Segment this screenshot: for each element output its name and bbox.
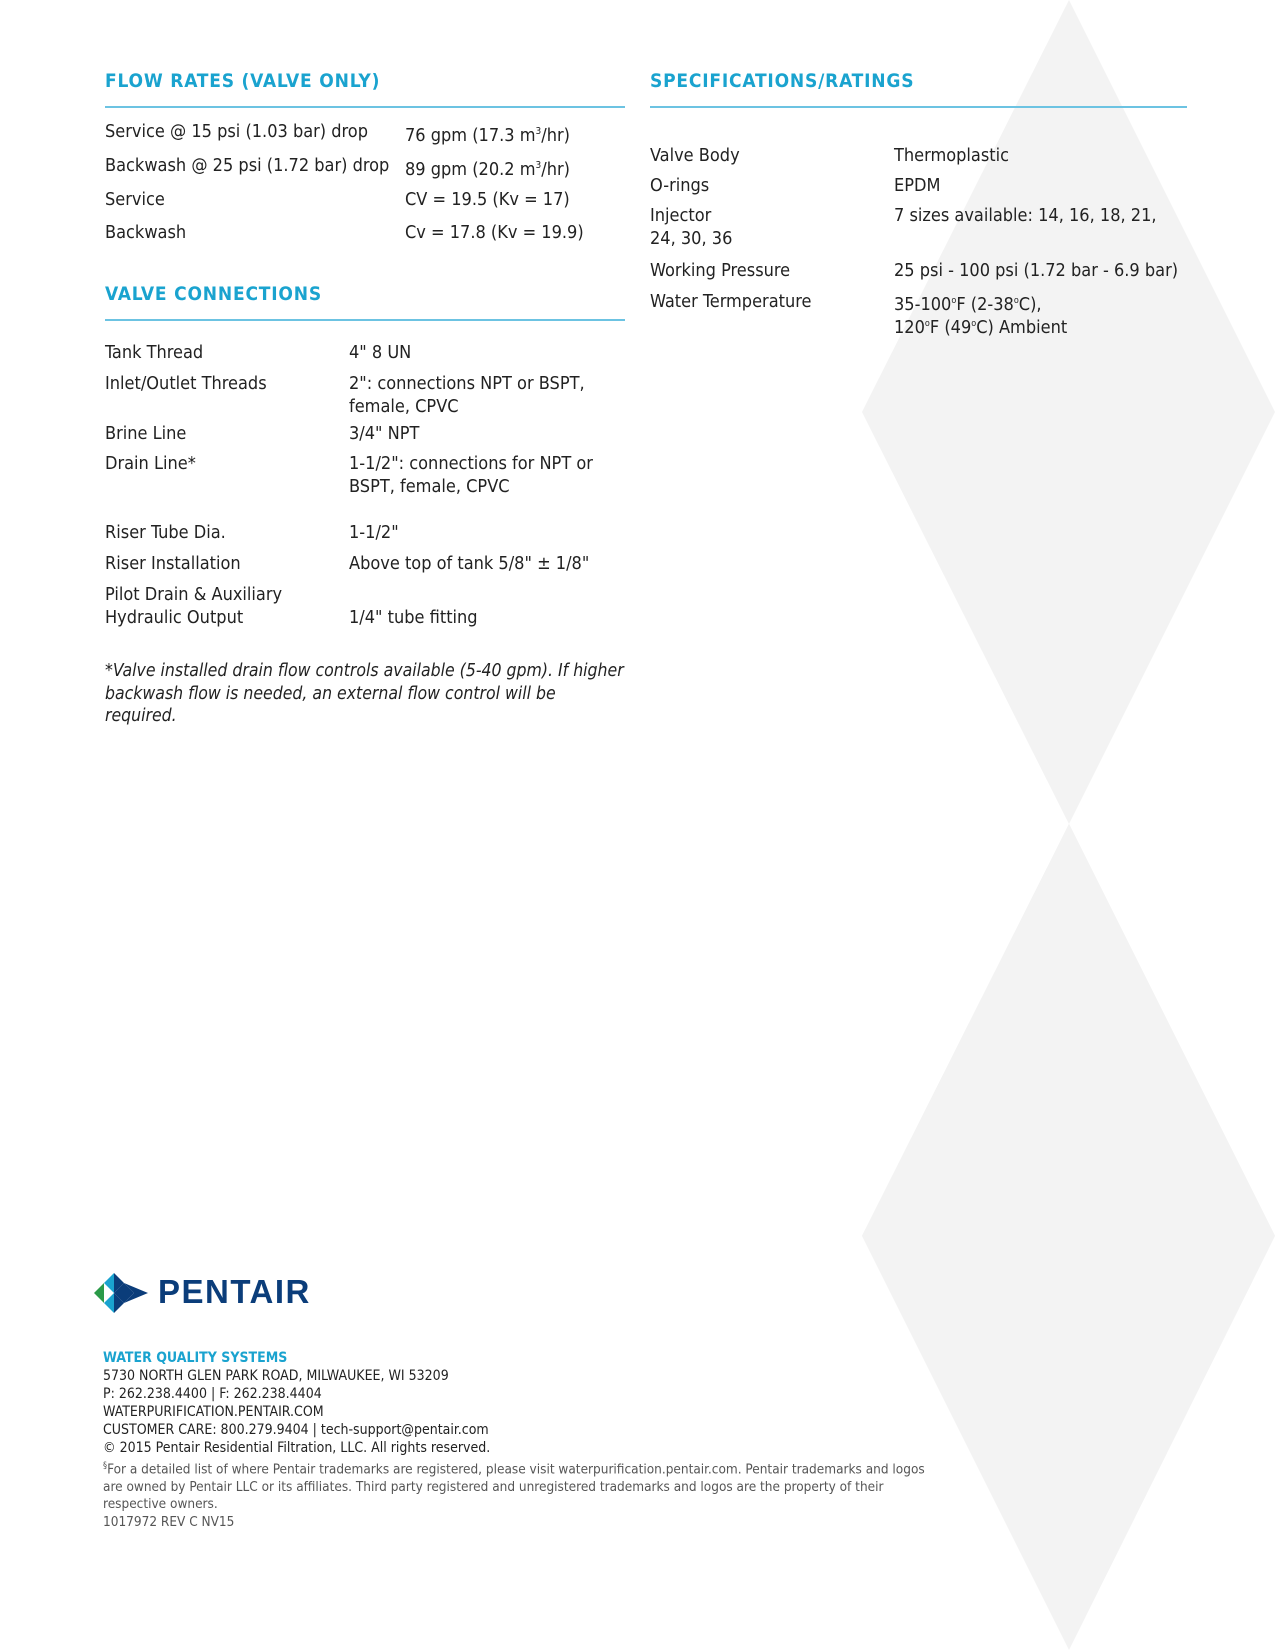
copyright: © 2015 Pentair Residential Filtration, LLC. All rights reserved. [103, 1440, 491, 1456]
spec-label: Water Termperature [650, 291, 812, 312]
spec-value-line2: 120$^o$F (49$^o$C) Ambient [894, 317, 1068, 338]
website: WATERPURIFICATION.PENTAIR.COM [103, 1404, 324, 1420]
spec-value: EPDM [894, 175, 941, 196]
address: 5730 NORTH GLEN PARK ROAD, MILWAUKEE, WI 53209 [103, 1368, 449, 1384]
spec-value: 25 psi - 100 psi (1.72 bar - 6.9 bar) [894, 260, 1179, 281]
division-name: WATER QUALITY SYSTEMS [103, 1350, 288, 1366]
customer-care: CUSTOMER CARE: 800.279.9404 | tech-support@pentair.com [103, 1422, 489, 1438]
flow-rates-title: FLOW RATES (VALVE ONLY) [105, 70, 381, 92]
connection-label: Inlet/Outlet Threads [105, 373, 267, 394]
connection-label: Brine Line [105, 423, 187, 444]
flow-rate-value: CV = 19.5 (Kv = 17) [405, 189, 570, 210]
phone-fax: P: 262.238.4400 | F: 262.238.4404 [103, 1386, 322, 1402]
flow-rate-label: Service @ 15 psi (1.03 bar) drop [105, 121, 368, 142]
spec-label: Working Pressure [650, 260, 791, 281]
footer [103, 1350, 953, 1532]
valve-connections-title: VALVE CONNECTIONS [105, 283, 322, 305]
valve-connections-rule [105, 319, 625, 321]
connection-label: Tank Thread [105, 342, 204, 363]
spec-value: 35-100$^o$F (2-38$^o$C), [894, 294, 1042, 315]
document-code: 1017972 REV C NV15 [103, 1513, 235, 1530]
connection-label: Drain Line* [105, 453, 196, 474]
connection-value: 2": connections NPT or BSPT, female, CPVC [349, 373, 585, 417]
pentair-logo [90, 1268, 311, 1318]
spec-label: Valve Body [650, 145, 740, 166]
trademark-notice: §For a detailed list of where Pentair trademarks are registered, please visit waterpurification.pentair.com. Pentair trademarks and logos are owned by Pentair LLC or its affiliates. Third party registered and unregistered trademarks and logos are the property of their respective owners. [103, 1461, 925, 1512]
flow-rate-label: Service [105, 189, 165, 210]
brand-wordmark: PENTAIR [158, 1273, 311, 1310]
flow-rate-value: 76 gpm (17.3 $m^3/hr$) [405, 125, 570, 146]
flow-rate-value: Cv = 17.8 (Kv = 19.9) [405, 222, 584, 243]
connection-label: Pilot Drain & Auxiliary Hydraulic Output [105, 584, 283, 628]
drain-flow-note: *Valve installed drain flow controls available (5-40 gpm). If higher backwash flow is needed, an external flow control will be required. [105, 661, 624, 726]
flow-rate-label: Backwash @ 25 psi (1.72 bar) drop [105, 155, 390, 176]
spec-label: Injector [650, 205, 712, 226]
specifications-rule [650, 106, 1187, 108]
connection-label: Riser Installation [105, 553, 241, 574]
connection-value: 3/4" NPT [349, 423, 420, 444]
connection-value: Above top of tank 5/8" ± 1/8" [349, 553, 590, 574]
connection-value: 1/4" tube fitting [349, 607, 478, 628]
spec-value-continuation: 24, 30, 36 [650, 228, 733, 249]
pentair-mark-icon [90, 1268, 150, 1318]
connection-label: Riser Tube Dia. [105, 522, 226, 543]
connection-value: 4" 8 UN [349, 342, 412, 363]
connection-value: 1-1/2": connections for NPT or BSPT, female, CPVC [349, 453, 593, 497]
specifications-title: SPECIFICATIONS/RATINGS [650, 70, 915, 92]
flow-rate-label: Backwash [105, 222, 187, 243]
spec-value: 7 sizes available: 14, 16, 18, 21, [894, 205, 1157, 226]
spec-label: O-rings [650, 175, 710, 196]
flow-rates-rule [105, 106, 625, 108]
spec-value: Thermoplastic [894, 145, 1010, 166]
connection-value: 1-1/2" [349, 522, 399, 543]
flow-rate-value: 89 gpm (20.2 $m^3/hr$) [405, 159, 570, 180]
